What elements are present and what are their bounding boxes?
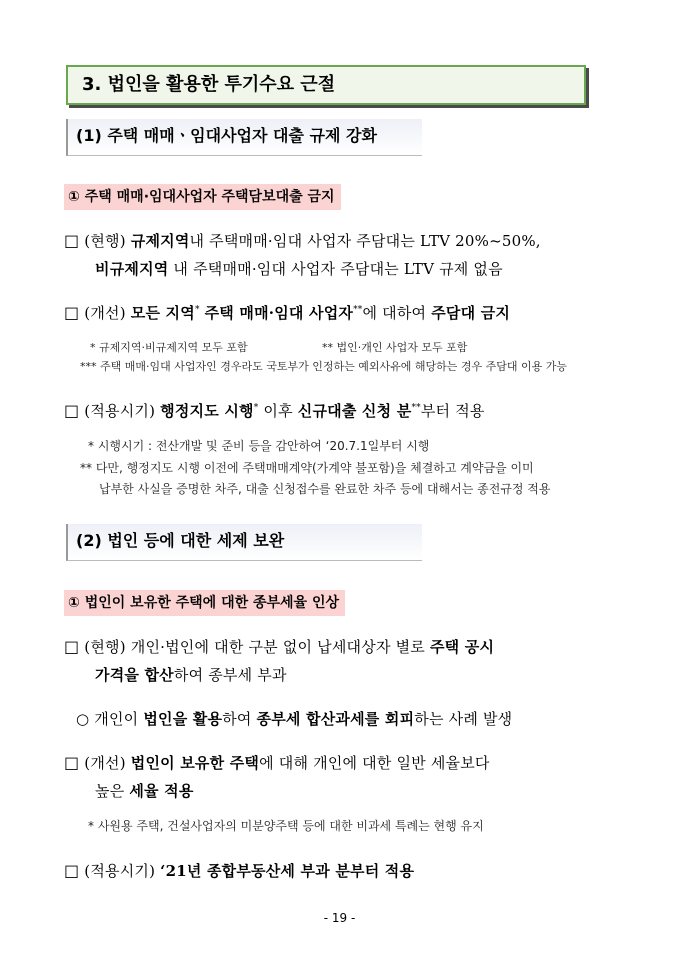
note-mark: *** — [80, 360, 97, 373]
current2-bold-2: 가격을 합산 — [95, 666, 174, 684]
improve2-line-2 — [95, 780, 194, 801]
timing2-text: ‘21년 종합부동산세 부과 분부터 적용 — [160, 862, 415, 880]
improve2-text-2: 높은 — [95, 782, 125, 800]
label-timing: (적용시기) — [84, 862, 156, 880]
timing-bold-2: 신규대출 신청 분 — [297, 402, 412, 420]
timing-bold-1: 행정지도 시행 — [160, 402, 254, 420]
note-mark: ** — [80, 461, 92, 475]
non-regulated-area: 비규제지역 — [95, 260, 169, 278]
circle-bullet-icon: ○ — [76, 710, 90, 728]
improve2-bold-1: 법인이 보유한 주택 — [130, 754, 260, 772]
subsection-1-title: (1) 주택 매매ㆍ임대사업자 대출 규제 강화 — [66, 119, 422, 156]
note-text: 주택 매매·임대 사업자인 경우라도 국토부가 인정하는 예외사유에 해당하는 경우 주담대 이용 가능 — [100, 360, 567, 373]
note-text: 법인·개인 사업자 모두 포함 — [336, 341, 468, 354]
current2-text-2: 하여 종부세 부과 — [173, 666, 287, 684]
label-improve: (개선) — [84, 754, 126, 772]
section-title: 3. 법인을 활용한 투기수요 근절 — [66, 65, 586, 105]
current2-line-1 — [64, 636, 494, 657]
square-bullet-icon: □ — [64, 753, 80, 772]
current-text-2: 내 주택매매·임대 사업자 주담대는 LTV 규제 없음 — [173, 260, 503, 278]
current2-line-2 — [95, 664, 287, 685]
improve2-line-1 — [64, 752, 490, 773]
current-line-2 — [95, 258, 503, 279]
square-bullet-icon: □ — [64, 231, 80, 250]
timing-note-2-line-2: 납부한 사실을 증명한 차주, 대출 신청접수를 완료한 차주 등에 대해서는 종전규정 적용 — [99, 482, 551, 496]
label-current: (현행) — [84, 232, 126, 250]
regulated-area: 규제지역 — [130, 232, 190, 250]
note-mark: ** — [322, 341, 333, 354]
current2-text-1: 개인·법인에 대한 구분 없이 납세대상자 별로 — [130, 638, 425, 656]
timing-line — [64, 400, 485, 421]
circle-text-3: 하는 사례 발생 — [414, 710, 513, 728]
item-1-title: ① 주택 매매·임대사업자 주택담보대출 금지 — [64, 184, 341, 210]
improve-line — [64, 302, 510, 323]
circle-bold-2: 종부세 합산과세를 회피 — [256, 710, 415, 728]
timing-end: 부터 적용 — [420, 402, 485, 420]
circle-text-2: 하여 — [222, 710, 252, 728]
label-current: (현행) — [84, 638, 126, 656]
footnote-mark: ** — [353, 305, 363, 315]
timing2-line — [64, 860, 414, 881]
item-2-title: ① 법인이 보유한 주택에 대한 종부세율 인상 — [64, 590, 345, 616]
square-bullet-icon: □ — [64, 303, 80, 322]
current-line-1 — [64, 230, 541, 251]
note-mark: * — [88, 819, 94, 833]
improve2-bold-2: 세율 적용 — [129, 782, 194, 800]
note-text: 사원용 주택, 건설사업자의 미분양주택 등에 대한 비과세 특례는 현행 유지 — [97, 819, 484, 833]
circle-text-1: 개인이 — [94, 710, 139, 728]
square-bullet-icon: □ — [64, 401, 80, 420]
note-1b — [322, 339, 467, 355]
improve-mid: 에 대하여 — [362, 304, 427, 322]
footnote-mark: * — [253, 403, 259, 413]
current-text-1: 내 주택매매·임대 사업자 주담대는 LTV 20%~50%, — [189, 232, 541, 250]
improve-bold-1: 모든 지역 — [130, 304, 195, 322]
timing-mid: 이후 — [263, 402, 293, 420]
square-bullet-icon: □ — [64, 637, 80, 656]
improve-bold-3: 주담대 금지 — [431, 304, 511, 322]
circle-bold-1: 법인을 활용 — [143, 710, 223, 728]
page-number: - 19 - — [323, 911, 356, 925]
improve-bold-2: 주택 매매·임대 사업자 — [204, 304, 354, 322]
improve2-note — [88, 817, 484, 834]
note-mark: * — [90, 341, 96, 354]
square-bullet-icon: □ — [64, 861, 80, 880]
footnote-mark: * — [194, 305, 200, 315]
circle-line — [76, 708, 512, 729]
note-text: 시행시기 : 전산개발 및 준비 등을 감안하여 ‘20.7.1일부터 시행 — [97, 439, 430, 453]
subsection-2-title: (2) 법인 등에 대한 세제 보완 — [66, 524, 422, 561]
footnote-mark: ** — [411, 403, 421, 413]
timing-note-2 — [80, 459, 534, 476]
note-text: 다만, 행정지도 시행 이전에 주택매매계약(가계약 불포함)을 체결하고 계약금을 이미 — [95, 461, 534, 475]
label-timing: (적용시기) — [84, 402, 156, 420]
timing-note-1 — [88, 437, 429, 454]
note-text: 규제지역·비규제지역 모두 포함 — [99, 341, 248, 354]
note-mark: * — [88, 439, 94, 453]
note-2 — [80, 358, 567, 374]
improve2-text-1: 에 대해 개인에 대한 일반 세율보다 — [259, 754, 490, 772]
current2-bold-1: 주택 공시 — [429, 638, 495, 656]
note-1 — [90, 339, 248, 355]
label-improve: (개선) — [84, 304, 126, 322]
